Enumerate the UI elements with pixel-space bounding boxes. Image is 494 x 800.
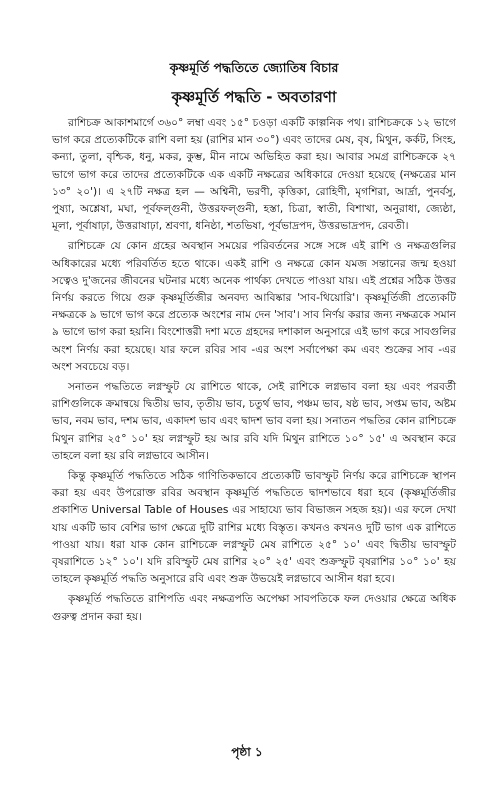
- paragraph-traditional-houses: সনাতন পদ্ধতিতে লগ্নস্ফুট যে রাশিতে থাকে, সেই রাশিকে লগ্নভাব বলা হয় এবং পরবর্তী রাশিগুলিকে ক্রমান্বয়ে দ্বিতীয় ভাব, তৃতীয় ভাব, চতুর্থ ভাব, পঞ্চম ভাব, ষষ্ঠ ভাব, সপ্তম ভাব, অষ্টম ভাব, নবম ভাব, দশম ভাব, একাদশ ভাব এবং দ্বাদশ ভাব বলা হয়। সনাতন পদ্ধতির কোন রাশিচক্রে মিথুন রাশির ২৫° ১০' হয় লগ্নস্ফুট হয় আর রবি যদি মিথুন রাশিতে ১০° ১৫' এ অবস্থান করে তাহলে বলা হয় রবি লগ্নভাবে আসীন।: [52, 381, 456, 462]
- page-number: পৃষ্ঠা ১: [231, 745, 263, 759]
- paragraph-sublord-importance: কৃষ্ণমূর্তি পদ্ধতিতে রাশিপতি এবং নক্ষত্রপতি অপেক্ষা সাবপতিকে ফল দেওয়ার ক্ষেত্রে অধিক গুরুত্ব প্রদান করা হয়।: [52, 593, 456, 623]
- paragraph-zodiac-intro: রাশিচক্র আকাশমার্গে ৩৬০° লম্বা এবং ১৫° চওড়া একটি কাল্পনিক পথ। রাশিচক্রকে ১২ ভাগে ভাগ করে প্রত্যেকটিকে রাশি বলা হয় (রাশির মান ৩০°) এবং তাদের মেষ, বৃষ, মিথুন, কর্কট, সিংহ, কন্যা, তুলা, বৃশ্চিক, ধনু, মকর, কুম্ভ, মীন নামে অভিহিত করা হয়। আবার সমগ্র রাশিচক্রকে ২৭ ভাগে ভাগ করে তাদের প্রত্যেকটিকে এক একটি নক্ষত্রের অধিকারে দেওয়া হয়েছে (নক্ষত্রের মান ১৩° ২০')। এ ২৭টি নক্ষত্র হল — অশ্বিনী, ভরণী, কৃত্তিকা, রোহিণী, মৃগশিরা, আর্দ্রা, পুনর্বসু, পুষ্যা, অশ্লেষা, মঘা, পূর্বফল্গুনী, উত্তরফল্গুনী, হস্তা, চিত্রা, স্বাতী, বিশাখা, অনুরাধা, জ্যেষ্ঠা, মূলা, পূর্বাষাঢ়া, উত্তরাষাঢ়া, শ্রবণা, ধনিষ্ঠা, শতভিষা, পূর্বভাদ্রপদ, উত্তরভাদ্রপদ, রেবতী।: [52, 117, 456, 233]
- chapter-title: কৃষ্ণমূর্তি পদ্ধতি - অবতারণা: [171, 88, 337, 106]
- paragraph-sub-theory: রাশিচক্রে যে কোন গ্রহের অবস্থান সময়ের পরিবর্তনের সঙ্গে সঙ্গে এই রাশি ও নক্ষত্রগুলির অধিকারের মধ্যে পরিবর্তিত হতে থাকে। একই রাশি ও নক্ষত্রে কোন যমজ সন্তানের জন্ম হওয়া সত্বেও দু'জনের জীবনের ঘটনার মধ্যে অনেক পার্থক্য দেখতে পাওয়া যায়। এই প্রশ্নের সঠিক উত্তর নির্ণয় করতে গিয়ে গুরু কৃষ্ণমূর্তিজীর অনবদ্য আবিষ্কার 'সাব-থিয়োরি'। কৃষ্ণমূর্তিজী প্রত্যেকটি নক্ষত্রকে ৯ ভাগে ভাগ করে প্রত্যেক অংশের নাম দেন 'সাব'। সাব নির্ণয় করার জন্য নক্ষত্রকে সমান ৯ ভাগে ভাগ করা হয়নি। বিংশোত্তরী দশা মতে গ্রহদের দশাকাল অনুসারে এই ভাগ করে সাবগুলির অংশ নির্ণয় করা হয়েছে। যার ফলে রবির সাব -এর অংশ সর্বাপেক্ষা কম এবং শুক্রের সাব -এর অংশ সবচেয়ে বড়।: [52, 240, 456, 373]
- running-title: কৃষ্ণমূর্তি পদ্ধতিতে জ্যোতিষ বিচার: [169, 60, 339, 75]
- paragraph-kp-houses: কিন্তু কৃষ্ণমূর্তি পদ্ধতিতে সঠিক গাণিতিকভাবে প্রত্যেকটি ভাবস্ফুট নির্ণয় করে রাশিচক্রে স্থাপন করা হয় এবং উপরোক্ত রবির অবস্থান কৃষ্ণমূর্তি পদ্ধতিতে দ্বাদশভাবে ধরা হবে (কৃষ্ণমূর্তিজীর প্রকাশিত Universal Table of Houses এর সাহায্যে ভাব বিভাজন সহজ হয়)। এর ফলে দেখা যায় একটি ভাব বেশির ভাগ ক্ষেত্রে দুটি রাশির মধ্যে বিস্তৃত। কখনও কখনও দুটি ভাগ এক রাশিতে পাওয়া যায়। ধরা যাক কোন রাশিচক্রে লগ্নস্ফুট মেষ রাশিতে ২৫° ১০' এবং দ্বিতীয় ভাবস্ফুট বৃষরাশিতে ১২° ১০'। যদি রবিস্ফুট মেষ রাশির ২০° ২৫' এবং শুক্রস্ফুট বৃষরাশির ১০° ১০' হয় তাহলে কৃষ্ণমূর্তি পদ্ধতি অনুসারে রবি এবং শুক্র উভয়েই লগ্নভাবে আসীন ধরা হবে।: [52, 470, 456, 586]
